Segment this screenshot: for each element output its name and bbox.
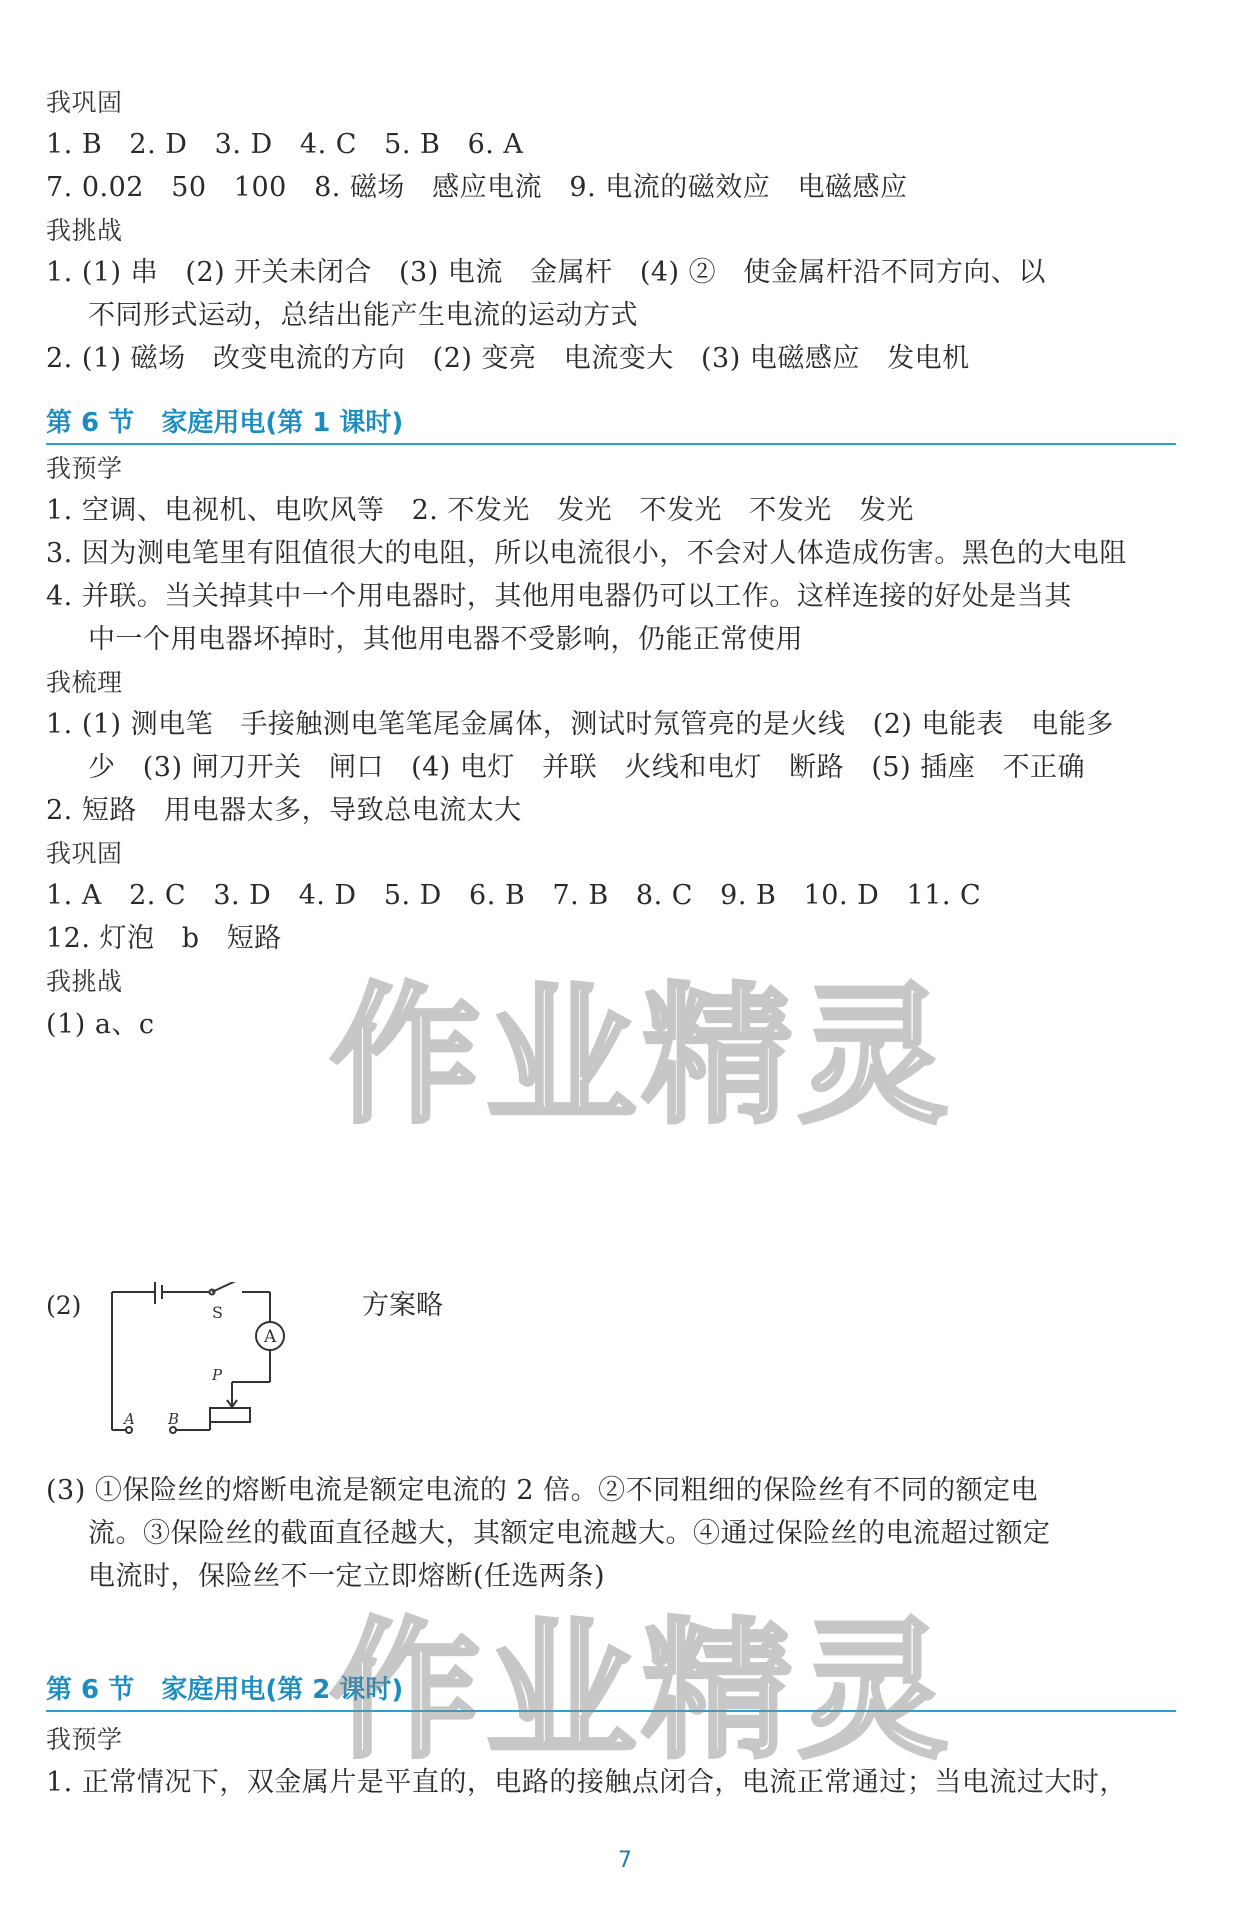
page-number: 7 — [618, 1848, 632, 1873]
answer-line: 流。③保险丝的截面直径越大，其额定电流越大。④通过保险丝的电流超过额定 — [88, 1518, 1051, 1549]
answer-line: 1. B 2. D 3. D 4. C 5. B 6. A — [46, 129, 524, 160]
circuit-diagram — [100, 1282, 340, 1452]
answer-line: 2. 短路 用电器太多，导致总电流太大 — [46, 795, 522, 826]
watermark: 作业精灵 — [330, 970, 955, 1144]
ammeter-label: A — [264, 1327, 277, 1347]
heading-consolidate: 我巩固 — [46, 88, 123, 117]
circuit-note: 方案略 — [362, 1290, 443, 1321]
section-title-lesson-2: 第 6 节 家庭用电(第 2 课时) — [46, 1672, 1176, 1712]
heading-preview: 我预学 — [46, 1725, 123, 1754]
answer-line: 1. (1) 测电笔 手接触测电笔笔尾金属体，测试时氖管亮的是火线 (2) 电能表 电能多 — [46, 709, 1114, 740]
answer-line: 少 (3) 闸刀开关 闸口 (4) 电灯 并联 火线和电灯 断路 (5) 插座 不正确 — [88, 752, 1085, 783]
answer-line: 1. 空调、电视机、电吹风等 2. 不发光 发光 不发光 不发光 发光 — [46, 495, 914, 526]
switch-label: S — [212, 1303, 223, 1322]
heading-challenge: 我挑战 — [46, 967, 123, 996]
heading-review: 我梳理 — [46, 668, 123, 697]
answer-line: (1) a、c — [46, 1009, 155, 1040]
answer-line: 电流时，保险丝不一定立即熔断(任选两条) — [88, 1561, 606, 1592]
terminal-b-label: B — [168, 1410, 180, 1428]
terminal-a-label: A — [124, 1410, 135, 1428]
answer-line: 7. 0.02 50 100 8. 磁场 感应电流 9. 电流的磁效应 电磁感应 — [46, 172, 908, 203]
answer-line: 2. (1) 磁场 改变电流的方向 (2) 变亮 电流变大 (3) 电磁感应 发电机 — [46, 343, 970, 374]
watermark: 作业精灵 — [330, 1605, 955, 1779]
answer-line: 3. 因为测电笔里有阻值很大的电阻，所以电流很小，不会对人体造成伤害。黑色的大电阻 — [46, 538, 1127, 569]
answer-line: 不同形式运动，总结出能产生电流的运动方式 — [88, 300, 638, 331]
section-title-lesson-1: 第 6 节 家庭用电(第 1 课时) — [46, 405, 1176, 445]
answer-line: 中一个用电器坏掉时，其他用电器不受影响，仍能正常使用 — [88, 624, 803, 655]
heading-consolidate: 我巩固 — [46, 839, 123, 868]
slider-label: P — [212, 1366, 223, 1384]
answer-line: 1. (1) 串 (2) 开关未闭合 (3) 电流 金属杆 (4) ② 使金属杆沿不同方向、以 — [46, 257, 1046, 288]
answer-line: (3) ①保险丝的熔断电流是额定电流的 2 倍。②不同粗细的保险丝有不同的额定电 — [46, 1475, 1039, 1506]
answer-line: 4. 并联。当关掉其中一个用电器时，其他用电器仍可以工作。这样连接的好处是当其 — [46, 581, 1072, 612]
heading-preview: 我预学 — [46, 454, 123, 483]
circuit-question-label: (2) — [46, 1291, 82, 1320]
heading-challenge: 我挑战 — [46, 216, 123, 245]
answer-line: 1. A 2. C 3. D 4. D 5. D 6. B 7. B 8. C 9. B 10. D 11. C — [46, 880, 982, 911]
answer-line: 12. 灯泡 b 短路 — [46, 923, 282, 954]
answer-line: 1. 正常情况下，双金属片是平直的，电路的接触点闭合，电流正常通过；当电流过大时， — [46, 1767, 1127, 1798]
